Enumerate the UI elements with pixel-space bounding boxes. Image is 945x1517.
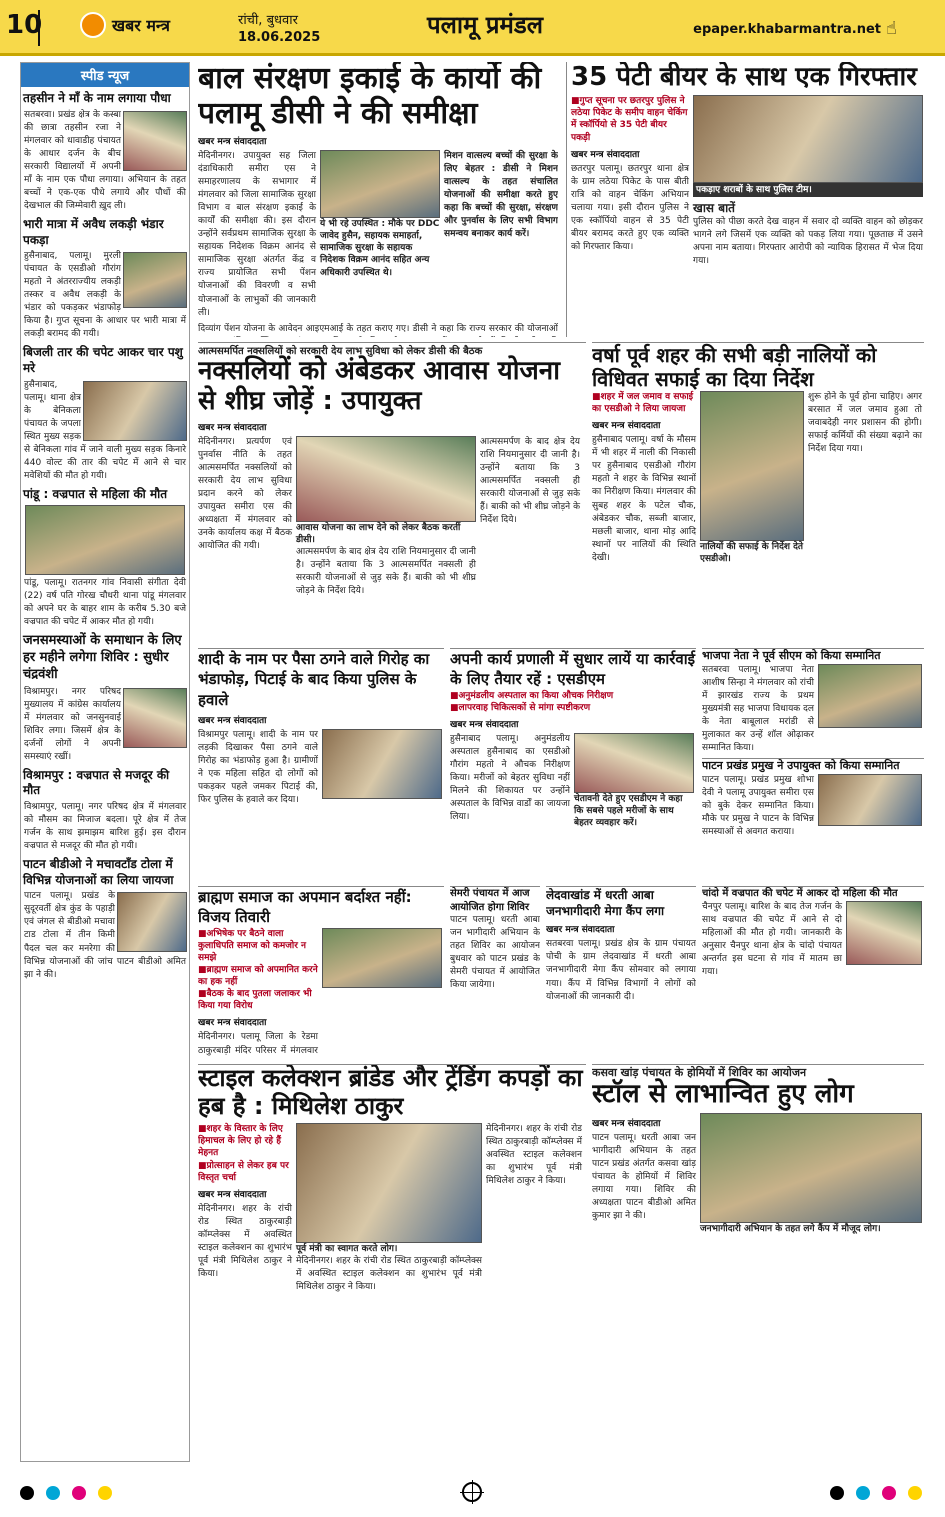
beer-photo-caption: पकड़ाए शराबों के साथ पुलिस टीम। [693, 183, 923, 197]
kaswa-story [592, 1064, 924, 1464]
kaswa-headline: स्टॉल से लाभान्वित हुए लोग [592, 1079, 854, 1109]
drain-photo-caption: नालियों की सफाई के निर्देश देते एसडीओ। [700, 542, 804, 565]
brief-text: सतबरवा। प्रखंड क्षेत्र के कस्बा की छात्रा तहसीन रजा ने मंगलवार को धावाडीह पंचायत के आधार दर्जन के बीच सरकारी विद्यालयों में अपनी माँ के नाम एक पौधा लगाया। अभियान के तहत बच्चों ने एक-एक पौधे लगाये और पौधों की देखभाल की जिम्मेवारी ख़ुद ली। [24, 109, 186, 211]
camp-text: सतबरवा पलामू। प्रखंड क्षेत्र के ग्राम पंचायत पोची के ग्राम लेदवाखांड में धरती आबा जनभागीदारी मेगा कैंप सोमवार को लगाया गया। कैंप में विभिन्न विभागों ने लोगों को योजनाओं की जानकारी दी। [546, 939, 696, 1002]
naxal-photo [296, 436, 476, 522]
crosshair-icon [462, 1482, 482, 1502]
lead-story [198, 62, 558, 337]
brief-photo [123, 111, 187, 171]
beer-text: छतरपुर पलामू। छतरपुर थाना क्षेत्र के ग्राम लठेया पिकेट के पास बीती रात्रि को वाहन चेकिंग अभियान चलाया गया। इसी दौरान पुलिस ने एक स्कॉर्पियो वाहन से 35 पेटी बीयर बरामद करते हुए एक व्यक्ति को गिरफ्तार किया। [571, 163, 689, 253]
lightning-headline: चांदो में वज्रपात की चपेट में आकर दो महिला की मौत [702, 888, 898, 899]
naxal-story [198, 342, 586, 642]
brahmin-photo [322, 928, 442, 988]
byline: खबर मन्त्र संवाददाता [198, 1018, 267, 1029]
style-photo [296, 1123, 482, 1243]
drain-story [592, 342, 924, 642]
patan-photo [818, 774, 922, 826]
registration-dot-icon [830, 1486, 844, 1500]
semari-headline: सेमरी पंचायत में आज आयोजित होगा शिविर [450, 888, 530, 913]
bjp-headline: भाजपा नेता ने पूर्व सीएम को किया सम्मानित [702, 649, 881, 662]
registration-dot-icon [908, 1486, 922, 1500]
registration-dot-icon [72, 1486, 86, 1500]
beer-headline: 35 पेटी बीयर के साथ एक गिरफ्तार [571, 62, 917, 92]
hospital-text: हुसैनाबाद पलामू। अनुमंडलीय अस्पताल हुसैनाबाद का एसडीओ गौरांग महतो ने औचक निरीक्षण किया। मरीजों को बेहतर सुविधा नहीं मिलने की शिकायत पर उन्होंने अस्पताल के विभिन्न वार्डों का जायजा लिया। [450, 733, 570, 823]
kaswa-text: पाटन पलामू। धरती आबा जन भागीदारी अभियान के तहत पाटन प्रखंड अंतर्गत कसवा खांड़ पंचायत के होमियों में शिविर लगाया गया। शिविर की अध्यक्षता पाटन बीडीओ अमित कुमार झा ने की। [592, 1132, 696, 1222]
brief-headline: भारी मात्रा में अवैध लकड़ी भंडार पकड़ा [23, 216, 164, 247]
brahmin-text: मेदिनीनगर। पलामू जिला के रेडमा ठाकुरबाड़ी मंदिर परिसर में मंगलवार [198, 1032, 318, 1056]
registration-dot-icon [856, 1486, 870, 1500]
byline: खबर मन्त्र संवाददाता [546, 925, 615, 936]
dateline-date: 18.06.2025 [238, 30, 321, 45]
naxal-photo-caption: आवास योजना का लाभ देने को लेकर बैठक करतीं डीसी। [296, 522, 461, 545]
style-text-2: मेदिनीनगर। शहर के रांची रोड स्थित ठाकुरबाड़ी कॉम्प्लेक्स में अवस्थित स्टाइल कलेक्शन का शुभारंभ पूर्व मंत्री मिथिलेश ठाकुर ने किया। [296, 1256, 482, 1293]
brief-headline: पांडू : वज्रपात से महिला की मौत [23, 487, 168, 502]
camp-story [546, 886, 696, 1058]
brief-photo [123, 252, 187, 308]
hospital-story [450, 648, 696, 880]
registration-dot-icon [20, 1486, 34, 1500]
byline: खबर मन्त्र संवाददाता [592, 421, 661, 432]
brief-photo [25, 505, 185, 575]
kaswa-photo [700, 1113, 922, 1223]
naxal-kicker: आत्मसमर्पित नक्सलियों को सरकारी देय लाभ सुविधा को लेकर डीसी की बैठक [198, 346, 483, 357]
brief-photo [83, 381, 187, 441]
hand-cursor-icon: ☝ [886, 18, 897, 39]
drain-text: हुसैनाबाद पलामू। वर्षा के मौसम में भी शहर में नाली की निकासी पर हुसैनाबाद एसडीओ गौरांग महतो ने शहर के विभिन्न स्थानों का निरीक्षण किया। मंगलवार की सुबह शहर के पटेल चौक, अंबेडकर चौक, सब्जी बाजार, मछली बाजार, थाना मोड़ आदि स्थानों पर नालियों की स्थिति देखी। [592, 435, 696, 563]
brief-text: पांडू, पलामू। रातनगर गांव निवासी संगीता देवी (22) वर्ष पति गोरख चौधरी थाना पांडू मंगलवार को अपने घर के बाहर शाम के करीब 5.30 बजे वज्रपात की चपेट में आकर मौत हो गयी। [24, 577, 186, 627]
dateline-city: रांची, बुधवार [238, 13, 298, 28]
gang-photo [322, 729, 442, 799]
brand-logo-icon [80, 12, 106, 38]
page-footer [0, 1472, 945, 1517]
lead-text: मेदिनीनगर। उपायुक्त सह जिला दंडाधिकारी समीरा एस ने समाहरणालय के सभागार में मंगलवार को जिला सामाजिक सुरक्षा विभाग व बाल संरक्षण इकाई के कार्यों की समीक्षा की। इस दौरान उन्होंने सर्वप्रथम सामाजिक सुरक्षा के सहायक निदेशक विक्रम आनंद से सामाजिक सुरक्षा अंतर्गत केंद्र व राज्य प्रायोजित सभी पेंशन योजनाओं की विवरणी व सभी योजनाओं के लाभुकों की जानकारी ली। [198, 151, 316, 318]
hospital-bullets: ■ अनुमंडलीय अस्पताल का किया औचक निरीक्षण ■ लापरवाह चिकित्सकों से मांगा स्पष्टीकरण [450, 690, 696, 714]
naxal-text-3: आत्मसमर्पण के बाद क्षेत्र देय राशि नियमानुसार दी जानी है। उन्होंने बताया कि 3 आत्मसमर्पित नक्सली ही सरकारी योजनाओं से जुड़ सके हैं। बाकी को भी शीघ्र जोड़ने के निर्देश दिये। [480, 436, 580, 526]
kaswa-kicker: कसवा खांड़ पंचायत के होमियों में शिविर का आयोजन [592, 1066, 807, 1079]
beer-photo [693, 95, 923, 183]
beer-subhead: ■ गुप्त सूचना पर छतरपुर पुलिस ने लठेया पिकेट के समीप वाहन चेकिंग में स्कॉर्पियो से 35 पेटी बीयर पकड़ी [571, 95, 689, 144]
lead-headline: बाल संरक्षण इकाई के कार्यो की पलामू डीसी ने की समीक्षा [198, 62, 542, 131]
byline: खबर मन्त्र संवाददाता [198, 715, 267, 726]
brief-text: पाटन पलामू। प्रखंड के सुदूरवर्ती क्षेत्र कुंड के पहाड़ी एवं जंगल से बीडीओ मचावा टाड टोला में तीन किमी पैदल चल कर मनरेगा की विभिन्न योजनाओं की जांच पाटन बीडीओ अमित झा ने की। [24, 891, 186, 980]
lead-bottom-text: दिव्यांग पेंशन योजना के आवेदन आइएमआई के तहत कराए गए। डीसी ने कहा कि राज्य सरकार की योजनाओं [198, 323, 558, 334]
brief-text: हुसैनाबाद, पलामू। थाना क्षेत्र के बेनिकला पंचायत के जपला स्थित मुख्य सड़क से बेनिकला गांव में जाने वाली मुख्य सड़क किनारे 440 वोल्ट की तार की चपेट में आने से चार मवेशियों की मौत हो गयी। [24, 379, 186, 481]
gang-headline: शादी के नाम पर पैसा ठगने वाले गिरोह का भंडाफोड़, पिटाई के बाद किया पुलिस के हवाले [198, 650, 430, 709]
style-headline: स्टाइल कलेक्शन ब्रांडेड और ट्रेंडिंग कपड़ों का हब है : मिथिलेश ठाकुर [198, 1064, 583, 1120]
byline: खबर मन्त्र संवाददाता [571, 149, 640, 160]
drain-headline: वर्षा पूर्व शहर की सभी बड़ी नालियों को विधिवत सफाई का दिया निर्देश [592, 343, 877, 391]
registration-dot-icon [98, 1486, 112, 1500]
brief-text: विश्रामपुर। नगर परिषद मुख्यालय में कांग्रेस कार्यालय में मंगलवार को जनसुनवाई शिविर लगा। जिसमें क्षेत्र के दर्जनों लोगों ने अपनी समस्याएं रखीं। [24, 686, 121, 762]
right-mid-column [702, 648, 924, 880]
semari-story [450, 886, 540, 1058]
style-text-3: मेदिनीनगर। शहर के रांची रोड स्थित ठाकुरबाड़ी कॉम्प्लेक्स में अवस्थित स्टाइल कलेक्शन का शुभारंभ पूर्व मंत्री मिथिलेश ठाकुर ने किया। [486, 1124, 582, 1187]
gang-story [198, 648, 444, 880]
hospital-headline: अपनी कार्य प्रणाली में सुधार लायें या कार्रवाई के लिए तैयार रहें : एसडीएम [450, 650, 695, 689]
brahmin-story [198, 886, 444, 1058]
drain-side-text: शुरू होने के पूर्व होना चाहिए। अगर बरसात में जल जमाव हुआ तो जवाबदेही नगर प्रशासन की होगी। सफाई कर्मियों की संख्या बढ़ाने का निर्देश दिया गया। [808, 392, 922, 455]
lead-photo-caption: ये भी रहे उपस्थित : मौके पर DDC जावेद हुसैन, सहायक समाहर्ता, सामाजिक सुरक्षा के सहायक निदेशक विक्रम आनंद सहित अन्य अधिकारी उपस्थित थे। [320, 219, 440, 278]
camp-headline: लेदवाखांड में धरती आबा जनभागीदारी मेगा कैंप लगा [546, 888, 665, 919]
byline: खबर मन्त्र संवाददाता [592, 1118, 661, 1129]
byline: खबर मन्त्र संवाददाता [198, 422, 267, 433]
kaswa-photo-caption: जनभागीदारी अभियान के तहत लगे कैंप में मौजूद लोग। [700, 1223, 881, 1234]
semari-text: पाटन पलामू। धरती आबा जन भागीदारी अभियान के तहत शिविर का आयोजन बुधवार को पाटन प्रखंड के सेमरी पंचायत में आयोजित किया जायेगा। [450, 915, 540, 991]
left-column [20, 62, 190, 1462]
naxal-text-2: आत्मसमर्पण के बाद क्षेत्र देय राशि नियमानुसार दी जानी है। उन्होंने बताया कि 3 आत्मसमर्पित नक्सली ही सरकारी योजनाओं से जुड़ सके हैं। बाकी को भी शीघ्र जोड़ने के निर्देश दिये। [296, 547, 476, 597]
brief-headline: पाटन बीडीओ ने मचावटाँड टोला में विभिन्न योजनाओं का लिया जायजा [23, 857, 174, 887]
speed-news-banner: स्पीड न्यूज [21, 63, 189, 87]
bjp-text: सतबरवा पलामू। भाजपा नेता आशीष सिन्हा ने मंगलवार को रांची में झारखंड राज्य के प्रथम मुख्यमंत्री सह भाजपा विधायक दल के नेता बाबूलाल मरांडी से मुलाकात कर उन्हें शॉल ओढ़ाकर सम्मानित किया। [702, 664, 814, 754]
beer-kicker: खास बातें [693, 201, 736, 216]
patan-text: पाटन पलामू। प्रखंड प्रमुख शोभा देवी ने पलामू उपायुक्त समीरा एस को बुके देकर सम्मानित किया। मौके पर प्रमुख ने पाटन के विभिन्न समस्याओं से अवगत कराया। [702, 775, 814, 838]
brand-name: खबर मन्त्र [112, 16, 170, 35]
byline: खबर मन्त्र संवाददाता [450, 719, 519, 730]
registration-dot-icon [46, 1486, 60, 1500]
registration-dot-icon [882, 1486, 896, 1500]
patan-headline: पाटन प्रखंड प्रमुख ने उपायुक्त को किया सम्मानित [702, 758, 924, 774]
page-number: 10 [6, 10, 40, 46]
drain-bullets: ■ शहर में जल जमाव व सफाई का एसडीओ ने लिया जायजा [592, 391, 696, 415]
lightning-text: चैनपुर पलामू। बारिश के बाद तेज गर्जन के साथ वज्रपात की चपेट में आने से दो महिलाओं की मौत हो गयी। जानकारी के अनुसार चैनपुर थाना क्षेत्र के चांदो पंचायत अन्तर्गत इस घटना से गांव में मातम छा गया। [702, 901, 842, 977]
section-title: पलामू प्रमंडल [427, 11, 543, 39]
page-header [0, 0, 945, 56]
style-text: मेदिनीनगर। शहर के रांची रोड स्थित ठाकुरबाड़ी कॉम्प्लेक्स में अवस्थित स्टाइल कलेक्शन का शुभारंभ पूर्व मंत्री मिथिलेश ठाकुर ने किया। [198, 1203, 292, 1280]
brief-photo [123, 688, 187, 748]
gang-text: विश्रामपुर पलामू। शादी के नाम पर लड़की दिखाकर पैसा ठगने वाले गिरोह का भंडाफोड़ हुआ है। ग्रामीणों ने एक महिला सहित दो लोगों को पकड़कर पहले जमकर पिटाई की, फिर पुलिस के हवाले कर दिया। [198, 729, 318, 805]
hospital-photo-caption: चेतावनी देते हुए एसडीएम ने कहा कि सबसे पहले मरीजों के साथ बेहतर व्यवहार करें। [574, 793, 683, 829]
lead-side-text: मिशन वात्सल्य बच्चों की सुरक्षा के लिए बेहतर : डीसी ने मिशन वात्सल्य के तहत संचालित योजनाओं की समीक्षा करते हुए कहा कि बच्चों की सुरक्षा, संरक्षण और पुनर्वास के लिए सभी विभाग समन्वय बनाकर कार्य करें। [444, 151, 558, 240]
brief-text: हुसैनाबाद, पलामू। मुरली पंचायत के एसडीओ गौरांग महतो ने अंतरराज्यीय लकड़ी तस्कर व अवैध लकड़ी के भंडार को पकड़कर भंडाफोड़ किया है। गुप्त सूचना के आधार पर भारी मात्रा में लकड़ी बरामद की गयी। [24, 251, 186, 340]
brief-text: विश्रामपुर, पलामू। नगर परिषद क्षेत्र में मंगलवार को मौसम का मिजाज बदला। पूरे क्षेत्र में तेज गर्जन के साथ झमाझम बारिश हुई। इस दौरान वज्रपात से मजदूर की मौत हो गयी। [24, 801, 186, 852]
lightning-photo [846, 901, 922, 965]
brief-headline: तहसीन ने माँ के नाम लगाया पौधा [23, 91, 171, 105]
style-bullets: ■ शहर के विस्तार के लिए हिमाचल के लिए हो रहे हैं मेहनत ■ प्रोत्साहन से लेकर हब पर विस्तृत चर्चा [198, 1123, 292, 1184]
website-link[interactable]: epaper.khabarmantra.net [693, 22, 881, 37]
beer-side-text: पुलिस को पीछा करते देख वाहन में सवार दो व्यक्ति वाहन को छोड़कर भागने लगे जिसमें एक व्यक्ति को पकड़ लिया गया। पूछताछ में उसने अपना नाम बताया। गिरफ्तार आरोपी को न्यायिक हिरासत में भेज दिया गया। [693, 217, 923, 267]
byline: खबर मन्त्र संवाददाता [198, 137, 267, 147]
byline: खबर मन्त्र संवाददाता [198, 1189, 267, 1200]
brief-headline: जनसमस्याओं के समाधान के लिए हर महीने लगेगा शिविर : सुधीर चंद्रवंशी [23, 632, 182, 682]
bjp-photo [818, 664, 922, 728]
brahmin-bullets: ■ अभिषेक पर बैठने वाला कुलाधिपति समाज को कमजोर न समझे ■ ब्राह्मण समाज को अपमानित करने का हक नहीं ■ बैठक के बाद पुतला जलाकर भी किया गया विरोध [198, 928, 318, 1013]
lead-photo [320, 150, 440, 218]
naxal-text: मेदिनीनगर। प्रत्यर्पण एवं पुनर्वास नीति के तहत आत्मसमर्पित नक्सलियों को सरकारी देय लाभ सुविधा प्रदान करने को लेकर उपायुक्त समीरा एस की अध्यक्षता में मंगलवार को उनके कार्यालय कक्ष में बैठक आयोजित की गयी। [198, 436, 292, 552]
hospital-photo [574, 733, 694, 793]
beer-story [566, 62, 924, 337]
style-story [198, 1064, 586, 1464]
style-photo-caption: पूर्व मंत्री का स्वागत करते लोग। [296, 1244, 398, 1255]
naxal-headline: नक्सलियों को अंबेडकर आवास योजना से शीघ्र जोड़ें : उपायुक्त [198, 356, 560, 416]
brief-photo [117, 892, 187, 952]
brief-headline: बिजली तार की चपेट आकर चार पशु मरे [23, 345, 183, 376]
lightning-story [702, 886, 924, 1058]
drain-photo [700, 391, 804, 541]
brief-headline: विश्रामपुर : वज्रपात से मजदूर की मौत [23, 767, 170, 798]
brahmin-headline: ब्राह्मण समाज का अपमान बर्दाश्त नहीं: विजय तिवारी [198, 888, 412, 927]
